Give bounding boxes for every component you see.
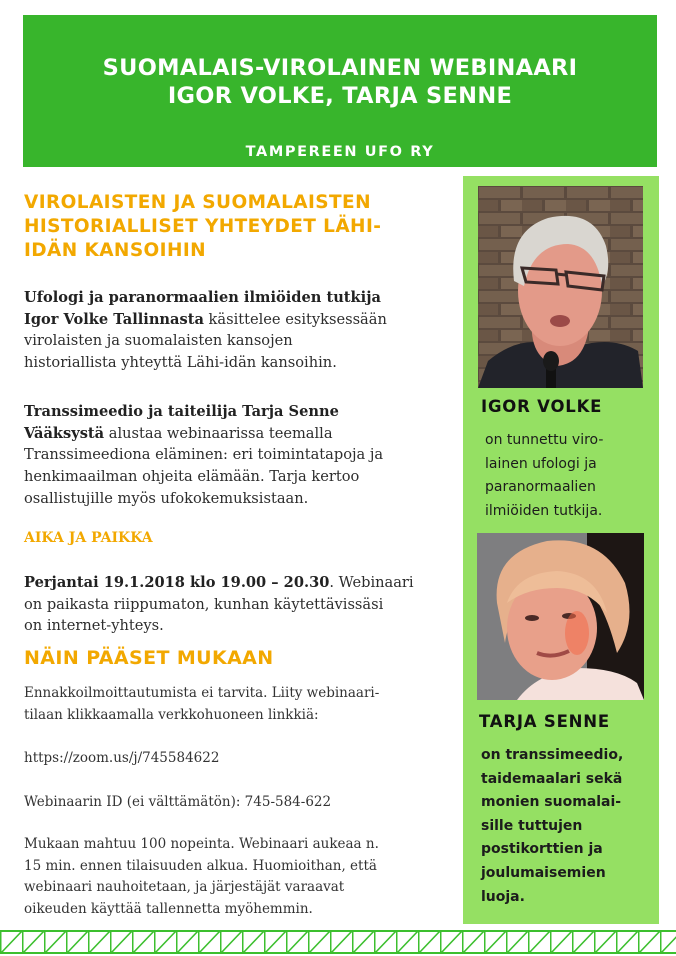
text: Ennakkoilmoittautumista ei tarvita. Liity webinaari- bbox=[24, 685, 380, 701]
speaker-name-igor: IGOR VOLKE bbox=[481, 397, 603, 416]
notes-paragraph bbox=[24, 834, 464, 920]
text: webinaari nauhoitetaan, ja järjestäjät varaavat bbox=[24, 879, 345, 895]
text: tilaan klikkaamalla verkkohuoneen linkkiä: bbox=[24, 706, 319, 723]
text: on transsimeedio, bbox=[481, 747, 624, 763]
text: on internet-yhteys. bbox=[24, 617, 164, 635]
zoom-link[interactable]: https://zoom.us/j/745584622 bbox=[24, 750, 220, 766]
event-datetime: Perjantai 19.1.2018 klo 19.00 – 20.30 bbox=[24, 574, 330, 591]
event-title-line1: SUOMALAIS-VIROLAINEN WEBINAARI bbox=[102, 55, 578, 81]
text: Transsimeediona eläminen: eri toimintatapoja ja bbox=[24, 446, 384, 464]
text: luoja. bbox=[481, 888, 525, 905]
bold-text: Transsimeedio ja taiteilija Tarja Senne bbox=[24, 403, 339, 420]
text: osallistujille myös ufokokemuksistaan. bbox=[24, 489, 309, 507]
text: postikorttien ja bbox=[481, 841, 603, 858]
header-banner bbox=[23, 15, 657, 167]
text: käsittelee esityksessään bbox=[203, 310, 387, 328]
text: joulumaisemien bbox=[481, 864, 606, 881]
text: historiallista yhteyttä Lähi-idän kansoihin. bbox=[24, 354, 337, 372]
event-title bbox=[23, 54, 657, 110]
portrait-woman-icon bbox=[477, 533, 644, 700]
main-headline bbox=[24, 191, 464, 263]
bold-text: Vääksystä bbox=[24, 424, 105, 442]
headline-line: IDÄN KANSOIHIN bbox=[24, 240, 207, 261]
organizer-name: TAMPEREEN UFO RY bbox=[245, 144, 435, 160]
headline-line: HISTORIALLISET YHTEYDET LÄHI- bbox=[24, 216, 382, 237]
text: taidemaalari sekä bbox=[481, 770, 623, 787]
join-heading: NÄIN PÄÄSET MUKAAN bbox=[24, 647, 274, 669]
text: paranormaalien bbox=[485, 479, 596, 496]
bold-text: Ufologi ja paranormaalien ilmiöiden tutkija bbox=[24, 289, 381, 306]
headline-line: VIROLAISTEN JA SUOMALAISTEN bbox=[24, 192, 371, 213]
text: lainen ufologi ja bbox=[485, 455, 597, 472]
webinar-id: Webinaarin ID (ei välttämätön): 745-584-622 bbox=[24, 794, 332, 810]
text: ilmiöiden tutkija. bbox=[485, 502, 603, 519]
text: on tunnettu viro- bbox=[485, 432, 604, 448]
text: Mukaan mahtuu 100 nopeinta. Webinaari aukeaa n. bbox=[24, 836, 379, 852]
zigzag-border-decoration bbox=[0, 929, 676, 955]
text: on paikasta riippumaton, kunhan käytettävissäsi bbox=[24, 595, 384, 613]
text: virolaisten ja suomalaisten kansojen bbox=[24, 332, 293, 350]
time-place-paragraph bbox=[24, 572, 464, 637]
speaker-photo-tarja bbox=[477, 533, 644, 700]
text: 15 min. ennen tilaisuuden alkua. Huomioithan, että bbox=[24, 857, 377, 874]
text: oikeuden käyttää tallennetta myöhemmin. bbox=[24, 900, 313, 917]
intro-tarja-paragraph bbox=[24, 401, 464, 510]
event-title-line2: IGOR VOLKE, TARJA SENNE bbox=[167, 83, 513, 109]
time-place-heading: AIKA JA PAIKKA bbox=[24, 530, 153, 546]
intro-igor-paragraph bbox=[24, 287, 464, 374]
text: alustaa webinaarissa teemalla bbox=[104, 424, 333, 442]
join-instructions bbox=[24, 683, 464, 726]
speaker-name-tarja: TARJA SENNE bbox=[479, 712, 610, 731]
text: sille tuttujen bbox=[481, 817, 583, 834]
speaker-sidebar bbox=[463, 176, 659, 924]
speaker-photo-igor bbox=[478, 186, 643, 388]
text: . Webinaari bbox=[329, 574, 414, 591]
portrait-man-icon bbox=[478, 186, 643, 388]
text: monien suomalai- bbox=[481, 794, 622, 811]
bold-text: Igor Volke Tallinnasta bbox=[24, 310, 204, 328]
speaker-desc-tarja bbox=[481, 744, 651, 909]
text: henkimaailman ohjeita elämään. Tarja kertoo bbox=[24, 468, 360, 486]
speaker-desc-igor bbox=[485, 429, 655, 523]
